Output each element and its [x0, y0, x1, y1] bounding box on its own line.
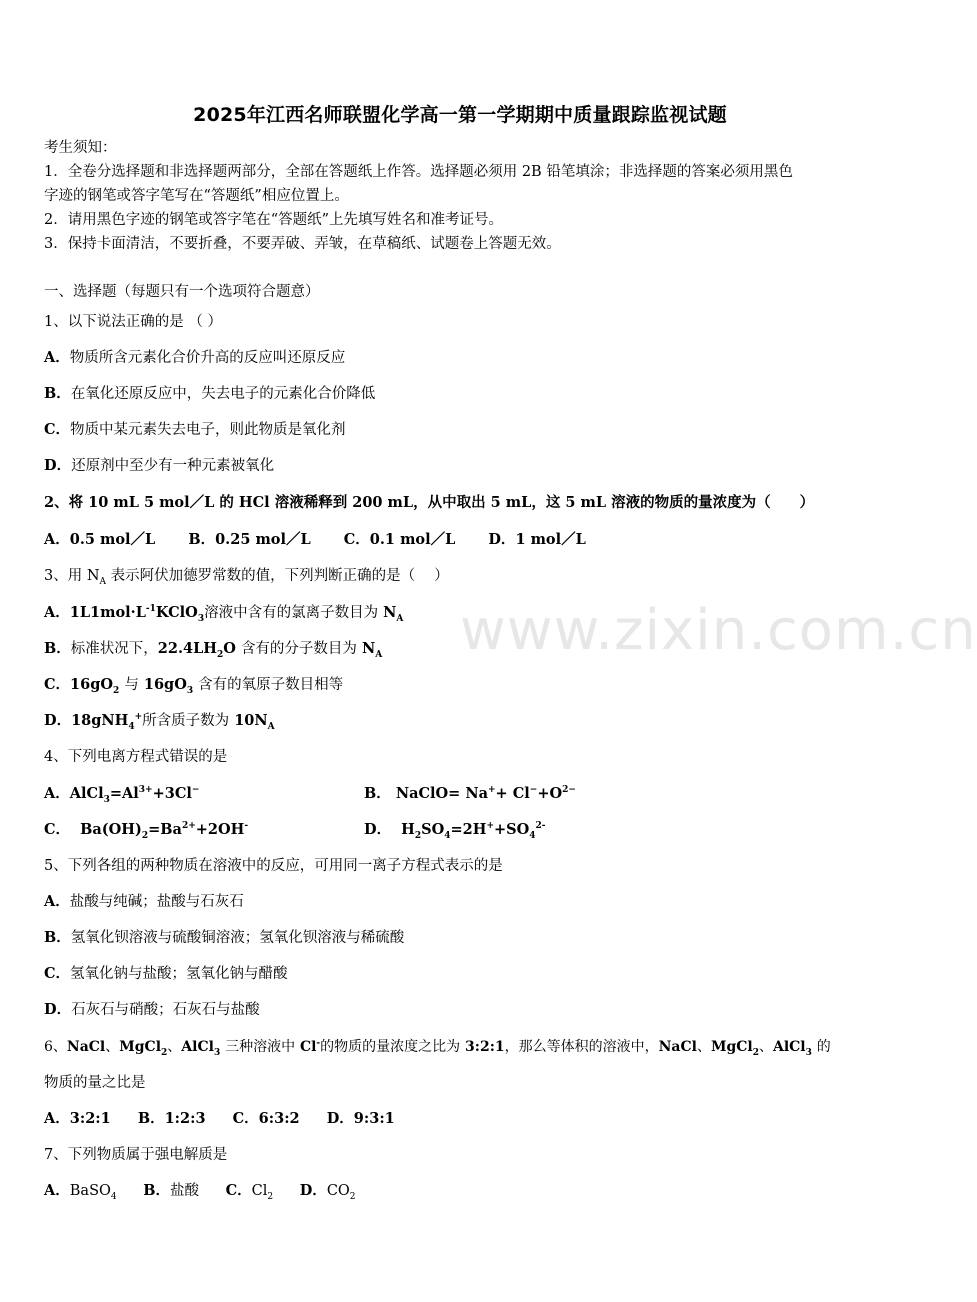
- q3-stem: 3、用 $N_A$ 表示阿伏加德罗常数的值，下列判断正确的是（ ）: [44, 568, 449, 587]
- q4-option-b: B． NaClO= $Na^++ Cl^-+O^{2-}$: [364, 785, 576, 802]
- section-heading: 一、选择题（每题只有一个选项符合题意）: [44, 284, 320, 300]
- notice-line-2: 2．请用黑色字迹的钢笔或答字笔在“答题纸”上先填写姓名和准考证号。: [44, 212, 504, 228]
- notice-line-1a: 1．全卷分选择题和非选择题两部分，全部在答题纸上作答。选择题必须用 2B 铅笔填涂；非选择题的答案必须用黑色: [44, 164, 793, 180]
- q4-option-c: C． $Ba(OH)_2=Ba^{2+}+2OH^-$: [44, 821, 249, 841]
- q5-option-a: A．盐酸与纯碱；盐酸与石灰石: [44, 893, 244, 910]
- q1-option-c: C．物质中某元素失去电子，则此物质是氧化剂: [44, 421, 346, 438]
- q3-option-a: A．$1L1mol\cdot L^{-1}KClO_3$溶液中含有的氯离子数目为 $N_A$: [44, 604, 404, 624]
- q2-options: A．0.5 mol／L B．0.25 mol／L C．0.1 mol／L D．1 mol／L: [44, 531, 586, 548]
- q4-stem: 4、下列电离方程式错误的是: [44, 749, 228, 765]
- q4-option-d: D． $H_2SO_4=2H^++SO_4^{2-}$: [364, 821, 546, 841]
- q3-option-c: C．$16gO_2$ 与 $16gO_3$ 含有的氧原子数目相等: [44, 676, 344, 696]
- q7-stem: 7、下列物质属于强电解质是: [44, 1147, 228, 1163]
- q5-stem: 5、下列各组的两种物质在溶液中的反应，可用同一离子方程式表示的是: [44, 858, 503, 874]
- q6-stem: 6、NaCl、MgCl$_2$、AlCl$_3$ 三种溶液中 Cl-的物质的量浓度之比为 3:2:1，那么等体积的溶液中，NaCl、MgCl$_2$、AlCl$_3$ 的: [44, 1038, 831, 1058]
- q1-option-b: B．在氧化还原反应中，失去电子的元素化合价降低: [44, 385, 376, 402]
- q3-option-d: D．18gNH$_4$+所含质子数为 $10N_A$: [44, 712, 275, 732]
- notice-heading: 考生须知：: [44, 140, 117, 156]
- q5-option-b: B．氢氧化钡溶液与硫酸铜溶液；氢氧化钡溶液与稀硫酸: [44, 929, 405, 946]
- page-title: 2025年江西名师联盟化学高一第一学期期中质量跟踪监视试题: [193, 104, 727, 126]
- q2-stem: 2、将 10 mL 5 mol／L 的 HCl 溶液稀释到 200 mL，从中取出 5 mL，这 5 mL 溶液的物质的量浓度为（ ）: [44, 494, 815, 511]
- q4-option-a: A．$AlCl_3=Al^{3+}+3Cl^-$: [44, 785, 200, 805]
- watermark: www.zixin.com.cn: [460, 598, 977, 663]
- q7-options: A．BaSO$_4$ B．盐酸 C．$Cl_2$ D．$CO_2$: [44, 1182, 356, 1202]
- q1-stem: 1、以下说法正确的是 （ ）: [44, 314, 222, 330]
- q1-option-a: A．物质所含元素化合价升高的反应叫还原反应: [44, 349, 346, 366]
- q5-option-c: C．氢氧化钠与盐酸；氢氧化钠与醋酸: [44, 965, 288, 982]
- notice-line-3: 3．保持卡面清洁，不要折叠，不要弄破、弄皱，在草稿纸、试题卷上答题无效。: [44, 236, 561, 252]
- q5-option-d: D．石灰石与硝酸；石灰石与盐酸: [44, 1001, 260, 1018]
- q6-stem-line-2: 物质的量之比是: [44, 1075, 146, 1091]
- q1-option-d: D．还原剂中至少有一种元素被氧化: [44, 457, 275, 474]
- notice-line-1b: 字迹的钢笔或答字笔写在“答题纸”相应位置上。: [44, 188, 349, 204]
- q6-options: A．3:2:1 B．1:2:3 C．6:3:2 D．9:3:1: [44, 1110, 395, 1127]
- q3-option-b: B．标准状况下，$22.4LH_2O$ 含有的分子数目为 $N_A$: [44, 640, 383, 660]
